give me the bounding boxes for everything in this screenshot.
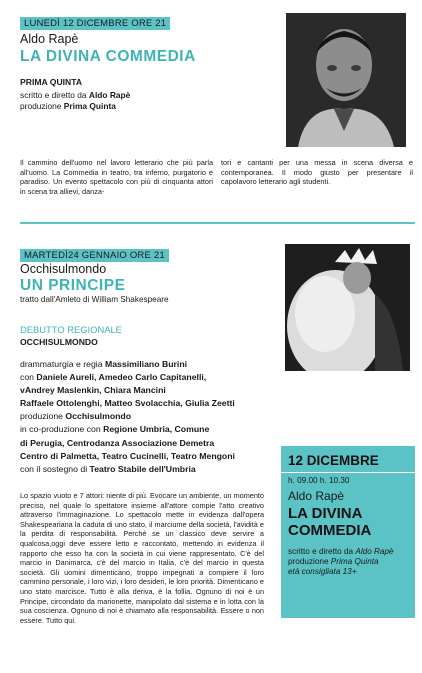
event1-description-col1: Il cammino dell'uomo nel lavoro letterario che più parla all'uomo. La Commedia in teatro, tra inferno, purgatorio e paradiso. Un evento spettacolo con più di cinquanta attori in scena tra allievi, danza-	[20, 158, 213, 196]
box-title-line1: LA DIVINA	[288, 505, 363, 522]
credit-line	[20, 423, 235, 436]
box-age: età consigliata 13+	[288, 567, 357, 576]
box-credit-line	[288, 547, 394, 557]
event1-production-name: Prima Quinta	[63, 101, 116, 111]
event1-company: PRIMA QUINTA	[20, 77, 83, 87]
event2-author: Occhisulmondo	[20, 262, 107, 276]
box-divider	[281, 472, 415, 473]
event1-photo	[286, 13, 406, 147]
box-credit-name: Aldo Rapè	[355, 547, 394, 556]
event1-credit-prefix: scritto e diretto da	[20, 90, 89, 100]
credit-line	[20, 410, 235, 423]
credit-line	[20, 450, 235, 463]
box-times: h. 09.00 h. 10.30	[288, 476, 350, 485]
event1-production	[20, 101, 116, 112]
box-credits	[288, 547, 394, 577]
credit-bold: Centro di Palmetta, Teatro Cucinelli, Teatro Mengoni	[20, 450, 235, 461]
prince-balloon-image	[285, 244, 410, 371]
event2-title: UN PRINCIPE	[20, 277, 126, 294]
event1-author: Aldo Rapè	[20, 32, 79, 46]
event2-date: MARTEDÌ24 GENNAIO ORE 21	[20, 249, 169, 262]
credit-pre: produzione	[20, 411, 66, 422]
event1-title: LA DIVINA COMMEDIA	[20, 48, 196, 65]
box-title-line2: COMMEDIA	[288, 522, 372, 539]
box-production-name: Prima Quinta	[330, 557, 379, 566]
credit-bold: vAndrey Maslenkin, Chiara Mancini	[20, 385, 166, 396]
credit-line	[20, 384, 235, 397]
event2-subtitle: tratto dall'Amleto di William Shakespeare	[20, 295, 169, 304]
credit-line	[20, 463, 235, 476]
credit-bold: Regione Umbria, Comune	[103, 424, 210, 435]
schedule-box	[281, 446, 415, 618]
event1-production-prefix: produzione	[20, 101, 64, 111]
event1-credit	[20, 90, 130, 101]
event2-description: Lo spazio vuoto e 7 attori: niente di più. Evocare un ambiente, un momento preciso, nel quale lo spettatore insieme all'attore compie l'atto creativo attraverso l'immaginazione. Lo spettacolo mette in evidenza dall'opera Shakespeariana la caduta di uno stato, il marciume della società, l'avidità e la perdita di responsabilità. Perché se un classico deve servire a qualcosa,oggi deve essere letto e raccontato, mettendo in evidenza il rapporto che esso ha con la società in cui viene rappresentato. C'è del marcio in Danimarca, c'è del marcio in Italia, c'è del marcio in questa società. Gli uomini dimenticano, troppo impegnati a compiere il loro cammino personale, i loro vizi, i loro desideri, le loro priorità. Dimenticano e uno stato marcisce. Tutto è alla deriva, è la follia. Ognuno di noi è un Principe, circondato da marionette, manipolato dal sistema e in lotta con la sua coscienza. Ognuno di noi è chiamato alla responsabilità. Essere o non essere. Tutto qui.	[20, 491, 264, 625]
box-production-line	[288, 557, 394, 567]
credit-line	[20, 371, 235, 384]
box-credit-prefix: scritto e diretto da	[288, 547, 356, 556]
section-divider	[20, 222, 415, 224]
credit-bold: di Perugia, Centrodanza Associazione Demetra	[20, 437, 215, 448]
event2-debut: DEBUTTO REGIONALE	[20, 324, 122, 335]
box-author: Aldo Rapè	[288, 489, 345, 503]
box-date: 12 DICEMBRE	[288, 453, 379, 468]
event1-description-col2: tori e cantanti per una messa in scena diversa e contemporanea. Il modo giusto per presentare il capolavoro letterario agli studenti.	[221, 158, 413, 187]
portrait-man-image	[286, 13, 406, 147]
credit-line	[20, 358, 235, 371]
credit-pre: con il sostegno di	[20, 463, 90, 474]
credit-pre: in co-produzione con	[20, 424, 104, 435]
box-production-prefix: produzione	[288, 557, 331, 566]
credit-bold: Daniele Aureli, Amedeo Carlo Capitanelli,	[36, 372, 207, 383]
event1-date: LUNEDÌ 12 DICEMBRE ORE 21	[20, 17, 170, 30]
event2-photo	[285, 244, 410, 371]
box-title	[288, 505, 371, 539]
event2-company: OCCHISULMONDO	[20, 337, 98, 347]
credit-pre: con	[20, 372, 37, 383]
event2-credits	[20, 358, 235, 476]
credit-bold: Teatro Stabile dell'Umbria	[89, 463, 196, 474]
credit-bold: Occhisulmondo	[65, 411, 132, 422]
credit-bold: Raffaele Ottolenghi, Matteo Svolacchia, Giulia Zeetti	[20, 398, 235, 409]
credit-bold: Massimiliano Burini	[104, 359, 188, 369]
credit-line	[20, 397, 235, 410]
credit-line	[20, 437, 235, 450]
event1-credit-name: Aldo Rapè	[88, 90, 131, 100]
credit-pre: drammaturgia e regia	[20, 359, 105, 369]
